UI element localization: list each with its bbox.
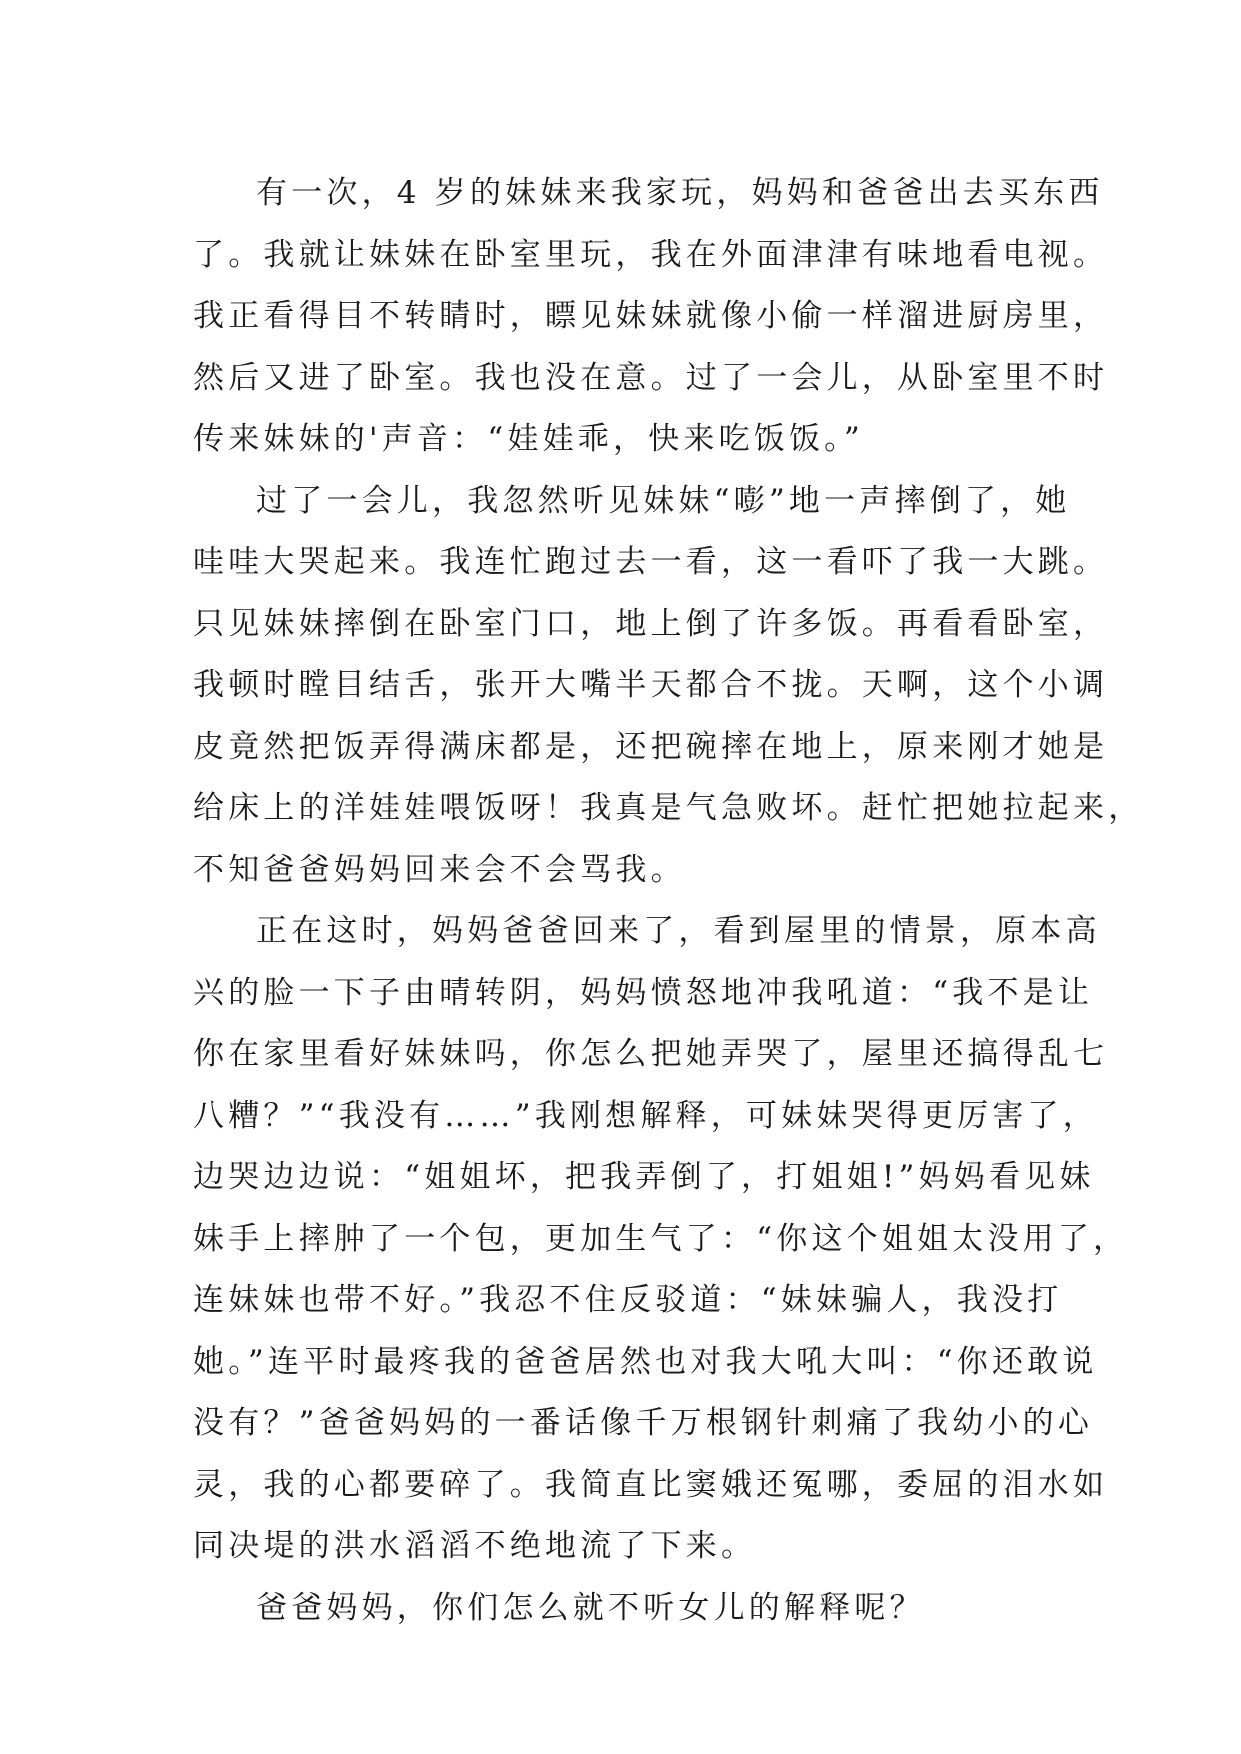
text-line: 然后又进了卧室。我也没在意。过了一会儿，从卧室里不时 — [193, 359, 1109, 396]
text-line: 给床上的洋娃娃喂饭呀！我真是气急败坏。赶忙把她拉起来， — [193, 790, 1144, 826]
text-line: 过了一会儿，我忽然听见妹妹“嘭”地一声摔倒了，她 — [256, 482, 1071, 519]
text-line: 八糟？”“我没有……”我刚想解释，可妹妹哭得更厉害了， — [193, 1097, 1098, 1134]
text-line: 连妹妹也带不好。”我忍不住反驳道：“妹妹骗人，我没打 — [193, 1282, 1063, 1318]
text-line: 同决堤的洪水滔滔不绝地流了下来。 — [193, 1528, 757, 1564]
text-line: 哇哇大哭起来。我连忙跑过去一看，这一看吓了我一大跳。 — [193, 544, 1109, 580]
text-line: 不知爸爸妈妈回来会不会骂我。 — [193, 851, 686, 888]
text-line: 没有？”爸爸妈妈的一番话像千万根钢针刺痛了我幼小的心 — [193, 1405, 1094, 1441]
text-line: 传来妹妹的'声音：“娃娃乖，快来吃饭饭。” — [193, 421, 864, 457]
text-line: 正在这时，妈妈爸爸回来了，看到屋里的情景，原本高 — [256, 913, 1101, 949]
text-line: 了。我就让妹妹在卧室里玩，我在外面津津有味地看电视。 — [193, 236, 1109, 273]
text-line: 你在家里看好妹妹吗，你怎么把她弄哭了，屋里还搞得乱七 — [193, 1036, 1109, 1072]
text-line: 妹手上摔肿了一个包，更加生气了：“你这个姐姐太没用了， — [193, 1220, 1129, 1257]
paragraph-1 — [193, 163, 1109, 471]
text-line: 边哭边边说：“姐姐坏，把我弄倒了，打姐姐!”妈妈看见妹 — [193, 1159, 1095, 1195]
text-line: 皮竟然把饭弄得满床都是，还把碗摔在地上，原来刚才她是 — [193, 728, 1109, 765]
text-line: 我正看得目不转睛时，瞟见妹妹就像小偷一样溜进厨房里， — [193, 298, 1109, 334]
text-line: 兴的脸一下子由晴转阴，妈妈愤怒地冲我吼道：“我不是让 — [193, 974, 1094, 1011]
text-line: 她。”连平时最疼我的爸爸居然也对我大吼大叫：“你还敢说 — [193, 1343, 1098, 1380]
document-body — [193, 163, 1144, 1639]
text-line: 只见妹妹摔倒在卧室门口，地上倒了许多饭。再看看卧室， — [193, 605, 1109, 642]
paragraph-2 — [193, 471, 1144, 902]
paragraph-4 — [193, 1578, 1073, 1640]
text-line: 灵，我的心都要碎了。我简直比窦娥还冤哪，委屈的泪水如 — [193, 1466, 1109, 1503]
text-line: 我顿时瞠目结舌，张开大嘴半天都合不拢。天啊，这个小调 — [193, 667, 1109, 703]
text-line: 有一次，4 岁的妹妹来我家玩，妈妈和爸爸出去买东西 — [256, 175, 1104, 211]
text-line: 爸爸妈妈，你们怎么就不听女儿的解释呢？ — [256, 1589, 925, 1626]
paragraph-3 — [193, 901, 1129, 1578]
